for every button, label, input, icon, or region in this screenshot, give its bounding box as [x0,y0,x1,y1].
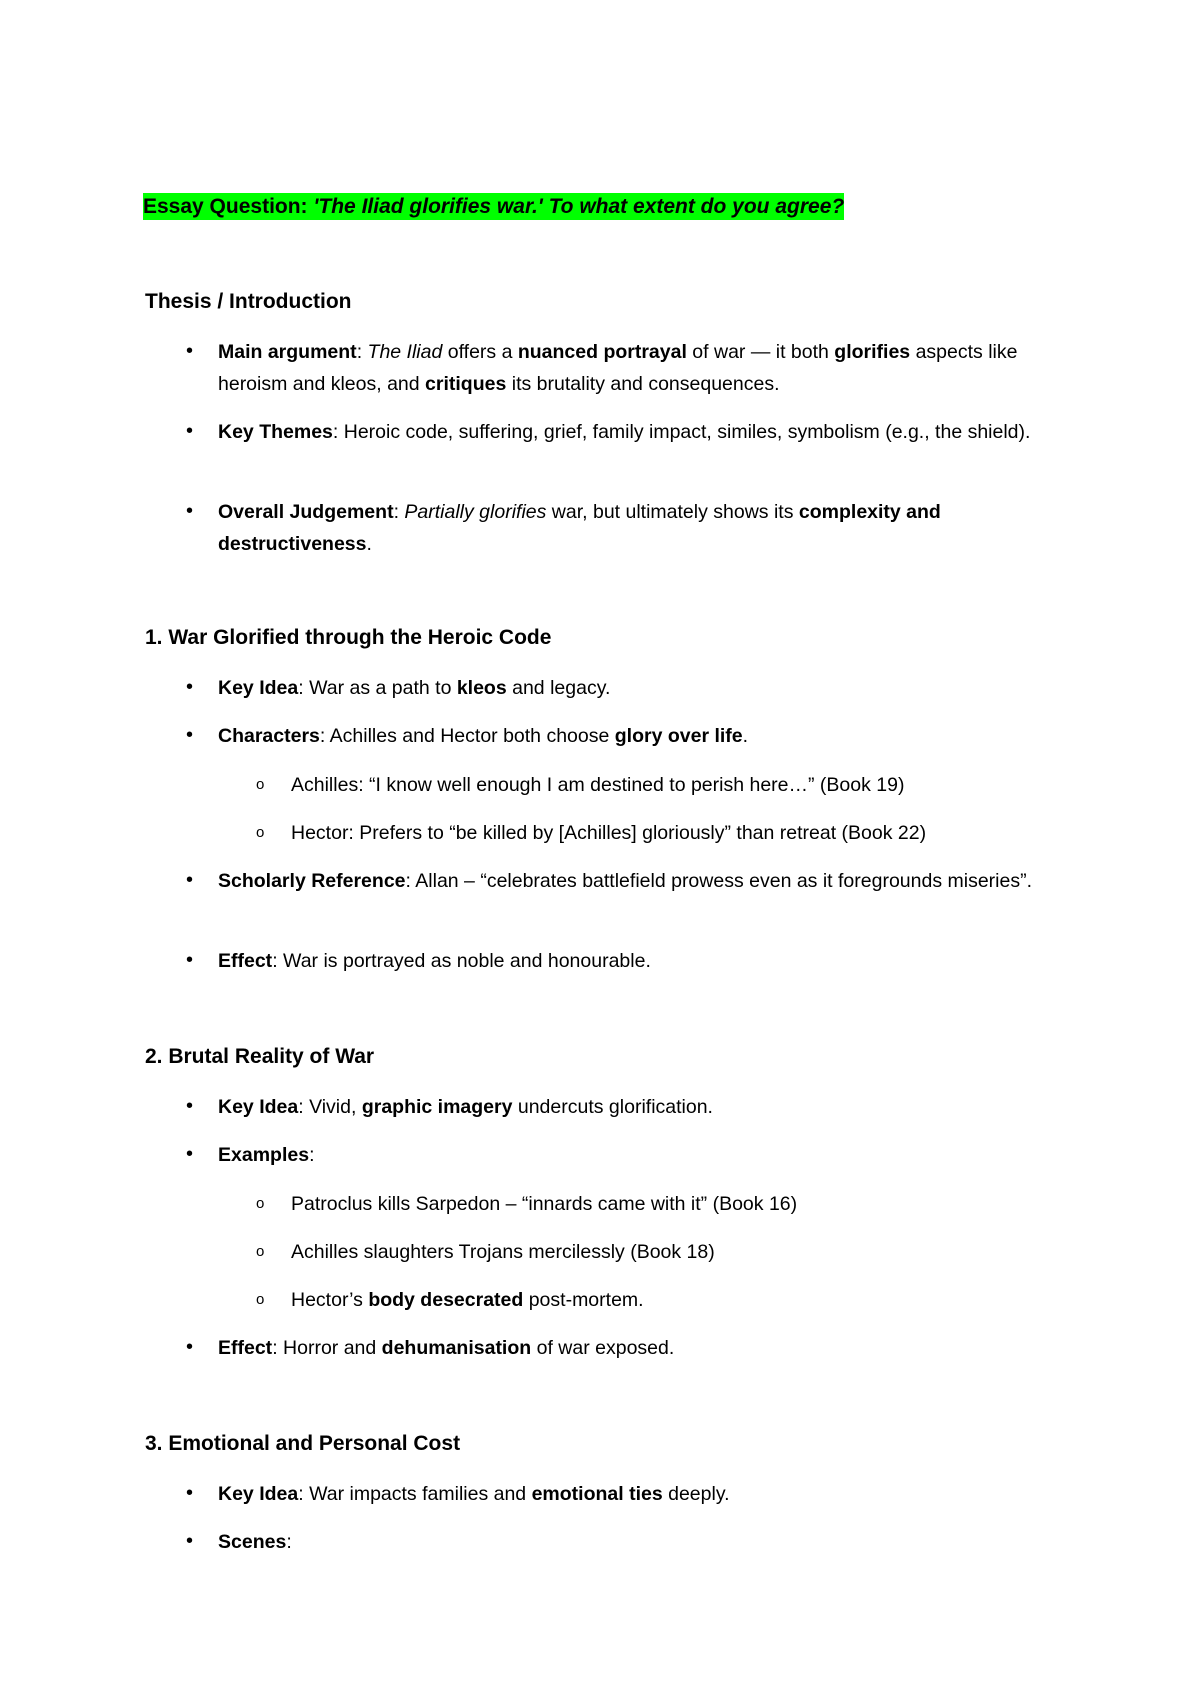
sub-bullet-icon: o [256,1195,265,1212]
colon: : [298,1483,304,1505]
list-item-effect [218,1332,1068,1364]
highlight [143,193,844,220]
section-heading-thesis: Thesis / Introduction [145,290,352,313]
item-label: Scenes [218,1531,287,1553]
bold-run: graphic imagery [361,1096,513,1118]
essay-question-quote: 'The Iliad glorifies war.' To what extent do you agree? [313,195,845,218]
text-run: offers a [442,341,518,363]
sub-item: Achilles: “I know well enough I am destined to perish here…” (Book 19) [291,774,905,796]
list-item-examples [218,1139,1068,1171]
list-item-key-idea [218,1478,1068,1510]
bold-run: emotional ties [531,1483,663,1505]
list-item-effect [218,945,1068,977]
bullet-icon: • [186,869,194,891]
bold-run: glorifies [834,341,911,363]
section-heading-1: 1. War Glorified through the Heroic Code [145,626,552,649]
bold-run: critiques [425,373,507,395]
list-item-scholarly-reference [218,865,1068,897]
item-label: Examples [218,1144,310,1166]
bullet-icon: • [186,676,194,698]
bullet-icon: • [186,949,194,971]
sub-bullet-icon: o [256,824,265,841]
bold-run: glory over life [614,725,743,747]
title-italic: The Iliad [367,341,443,363]
sub-bullet-icon: o [256,1243,265,1260]
sub-item: Achilles slaughters Trojans mercilessly (Book 18) [291,1241,715,1263]
colon: : [309,1144,315,1166]
sub-bullet-icon: o [256,1291,265,1308]
colon: : [298,1096,304,1118]
bold-run: kleos [456,677,507,699]
italic-run: Partially glorifies [404,501,547,523]
item-label: Scholarly Reference [218,870,406,892]
bold-run: dehumanisation [381,1337,532,1359]
colon: : [272,1337,278,1359]
bullet-icon: • [186,1095,194,1117]
sub-bullet-icon: o [256,776,265,793]
text-run: aspects like heroism and kleos, and [218,341,1018,395]
item-label: Characters [218,725,320,747]
bullet-icon: • [186,1530,194,1552]
bullet-icon: • [186,340,194,362]
bullet-icon: • [186,1143,194,1165]
text-run: . [366,533,372,555]
text-run: Achilles and Hector both choose [329,725,615,747]
text-run: war, but ultimately shows its [546,501,799,523]
bullet-icon: • [186,1336,194,1358]
colon: : [332,421,339,443]
item-label: Effect [218,1337,273,1359]
section-heading-2: 2. Brutal Reality of War [145,1045,375,1068]
list-item-key-idea [218,672,1068,704]
colon: : [286,1531,292,1553]
text-run: . [742,725,749,747]
section-heading-3: 3. Emotional and Personal Cost [145,1432,461,1455]
text-run: Hector’s [291,1289,369,1311]
list-item-key-themes [218,416,1068,448]
text-run: and legacy. [506,677,611,699]
text-run: post-mortem. [523,1289,644,1311]
list-item-characters [218,720,1068,752]
colon: : [356,341,363,363]
item-label: Key Themes [218,421,333,443]
text-run: Vivid, [309,1096,362,1118]
text-run: of war — it both [686,341,835,363]
bullet-icon: • [186,1482,194,1504]
sub-item [291,1284,1091,1316]
colon: : [393,501,399,523]
bullet-icon: • [186,420,194,442]
item-label: Overall Judgement [218,501,394,523]
list-item-key-idea [218,1091,1068,1123]
list-item-overall-judgement [218,496,1068,560]
colon: : [319,725,326,747]
item-label: Effect [218,950,273,972]
colon: : [272,950,278,972]
sub-item: Hector: Prefers to “be killed by [Achilles] gloriously” than retreat (Book 22) [291,822,927,844]
bold-run: complexity and destructiveness [218,501,941,555]
text-run: Horror and [283,1337,382,1359]
item-label: Key Idea [218,677,299,699]
text-run: undercuts glorification. [512,1096,713,1118]
essay-question [143,190,844,224]
text-run: Heroic code, suffering, grief, family impact, similes, symbolism (e.g., the shield). [343,421,1031,443]
item-label: Key Idea [218,1483,299,1505]
text-run: its brutality and consequences. [506,373,780,395]
bullet-icon: • [186,724,194,746]
bullet-icon: • [186,500,194,522]
item-label: Main argument [218,341,357,363]
essay-question-label: Essay Question: [143,195,308,218]
list-item-scenes [218,1526,1068,1558]
colon: : [298,677,304,699]
colon: : [405,870,411,892]
list-item-main-argument [218,336,1068,400]
text-run: of war exposed. [531,1337,675,1359]
sub-item: Patroclus kills Sarpedon – “innards came with it” (Book 16) [291,1193,798,1215]
text-run: deeply. [662,1483,730,1505]
text-run: War as a path to [309,677,457,699]
text-run: War is portrayed as noble and honourable. [283,950,651,972]
text-run: War impacts families and [309,1483,532,1505]
bold-run: nuanced portrayal [517,341,687,363]
text-run: Allan – “celebrates battlefield prowess even as it foregrounds miseries”. [415,870,1032,892]
bold-run: body desecrated [368,1289,524,1311]
item-label: Key Idea [218,1096,299,1118]
